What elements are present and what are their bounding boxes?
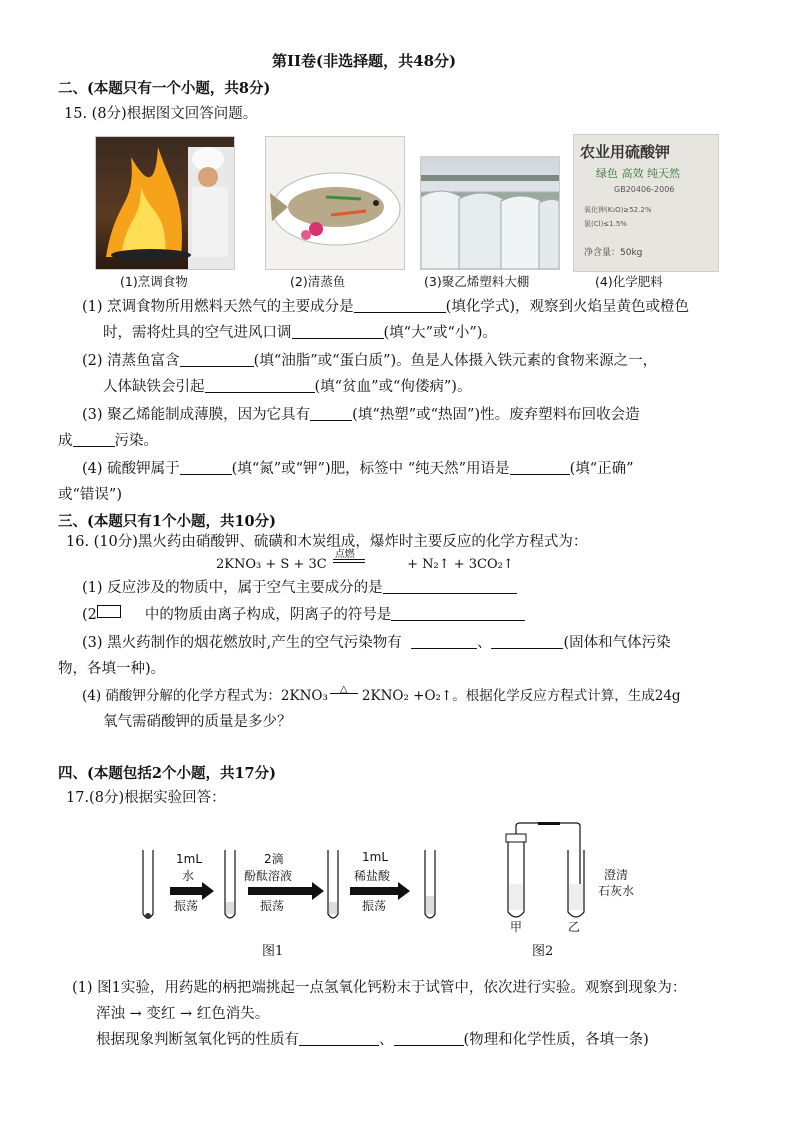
- q16-part1: (1) 反应涉及的物质中，属于空气主要成分的是: [82, 578, 517, 598]
- answer-blank[interactable]: [411, 634, 477, 649]
- caption-cooking: (1)烹调食物: [120, 274, 188, 289]
- bag-cl: 氯(Cl)≤1.5%: [584, 220, 627, 228]
- answer-blank[interactable]: [180, 460, 232, 475]
- q17-part1-line1: (1) 图1实验，用药匙的柄把端挑起一点氢氧化钙粉末于试管中，依次进行实验。观察到现象为：: [72, 980, 687, 996]
- photo-fertilizer-bag: [573, 134, 719, 272]
- figure-1-label: 图1: [262, 944, 284, 959]
- caption-fertilizer: (4)化学肥料: [595, 274, 663, 289]
- label-limewater-2: 石灰水: [598, 884, 635, 898]
- photo-cooking: [95, 136, 235, 270]
- arrow2-mid: 酚酞溶液: [244, 869, 293, 883]
- equation-black-powder: 2KNO₃ + S + 3C 点燃 + N₂↑ + 3CO₂↑: [216, 554, 514, 575]
- bag-title: 农业用硫酸钾: [580, 143, 671, 161]
- q17-part1-line2: 浑浊 → 变红 → 红色消失。: [96, 1006, 270, 1022]
- label-yi: 乙: [568, 920, 581, 934]
- question-15-intro: 15. (8分)根据图文回答问题。: [64, 106, 258, 122]
- q16-part2: (2 中的物质由离子构成，阴离子的符号是: [82, 605, 525, 625]
- arrow2-top: 2滴: [264, 852, 284, 866]
- bag-subtitle: 绿色 高效 纯天然: [596, 167, 680, 180]
- question-17-intro: 17.(8分)根据实验回答：: [66, 790, 226, 806]
- bag-weight: 净含量：50kg: [584, 248, 643, 258]
- q15-part4-line2: 或“错误”): [58, 487, 122, 503]
- answer-blank[interactable]: [491, 634, 563, 649]
- q15-part2-line2: 人体缺铁会引起 (填“贫血”或“佝偻病”)。: [103, 379, 472, 395]
- q16-part4-line1: (4) 硝酸钾分解的化学方程式为：2KNO₃ △ 2KNO₂ +O₂↑。根据化学反应方程式计算，生成24g: [82, 686, 681, 706]
- answer-blank[interactable]: [292, 324, 384, 339]
- q16-part3-line2: 物，各填一种)。: [58, 661, 166, 677]
- caption-greenhouse: (3)聚乙烯塑料大棚: [424, 274, 530, 289]
- answer-blank[interactable]: [354, 298, 446, 313]
- arrow1-bot: 振荡: [174, 899, 199, 913]
- equation-condition: 点燃: [334, 549, 355, 560]
- arrow1-mid: 水: [182, 869, 195, 883]
- bag-k2o: 氧化钾(K₂O)≥52.2%: [584, 206, 652, 214]
- arrow3-mid: 稀盐酸: [354, 869, 391, 883]
- q15-part3-line2: 成 污染。: [58, 433, 158, 449]
- answer-blank[interactable]: [73, 432, 115, 447]
- q17-part1-line3: 根据现象判断氢氧化钙的性质有 、 (物理和化学性质，各填一条): [96, 1032, 649, 1048]
- photo-greenhouses: [420, 156, 560, 270]
- empty-box: [97, 605, 121, 618]
- q15-part1-line1: (1) 烹调食物所用燃料天然气的主要成分是 (填化学式)，观察到火焰呈黄色或橙色: [82, 299, 689, 315]
- arrow2-bot: 振荡: [260, 899, 285, 913]
- q15-part4-line1: (4) 硫酸钾属于 (填“氮”或“钾”)肥，标签中 “纯天然”用语是 (填“正确”: [82, 461, 634, 477]
- arrow3-bot: 振荡: [362, 899, 387, 913]
- answer-blank[interactable]: [205, 378, 315, 393]
- q15-part1-line2: 时，需将灶具的空气进风口调 (填“大”或“小”)。: [103, 325, 497, 341]
- label-limewater-1: 澄清: [604, 868, 629, 882]
- answer-blank[interactable]: [310, 406, 352, 421]
- arrow1-top: 1mL: [176, 852, 203, 866]
- section-heading-3: 三、(本题只有1个小题，共10分): [58, 513, 276, 530]
- answer-blank[interactable]: [510, 460, 570, 475]
- page-title: 第II卷(非选择题，共48分): [272, 52, 457, 70]
- arrow3-top: 1mL: [362, 850, 389, 864]
- figure-2-label: 图2: [532, 944, 554, 959]
- answer-blank[interactable]: [383, 579, 517, 594]
- answer-blank[interactable]: [391, 606, 525, 621]
- answer-blank[interactable]: [299, 1031, 379, 1046]
- figure-2-apparatus: [498, 822, 658, 962]
- answer-blank[interactable]: [180, 352, 254, 367]
- heat-symbol: △: [339, 684, 348, 695]
- figure-1-test-tubes: [140, 830, 460, 960]
- answer-blank[interactable]: [394, 1031, 464, 1046]
- question-16-intro: 16. (10分)黑火药由硝酸钾、硫磺和木炭组成，爆炸时主要反应的化学方程式为：: [66, 534, 588, 550]
- q15-part3-line1: (3) 聚乙烯能制成薄膜，因为它具有 (填“热塑”或“热固”)性。废弃塑料布回收会造: [82, 407, 640, 423]
- photo-steamed-fish: [265, 136, 405, 270]
- label-jia: 甲: [510, 920, 523, 934]
- section-heading-2: 二、(本题只有一个小题，共8分): [58, 80, 271, 97]
- caption-steamed-fish: (2)清蒸鱼: [290, 274, 346, 289]
- q15-part2-line1: (2) 清蒸鱼富含 (填“油脂”或“蛋白质”)。鱼是人体摄入铁元素的食物来源之一，: [82, 353, 658, 369]
- q16-part3-line1: (3) 黑火药制作的烟花燃放时,产生的空气污染物有 、 (固体和气体污染: [82, 635, 671, 651]
- q16-part4-line2: 氧气需硝酸钾的质量是多少？: [103, 714, 292, 730]
- section-heading-4: 四、(本题包括2个小题，共17分): [58, 765, 276, 782]
- bag-code: GB20406-2006: [614, 185, 675, 194]
